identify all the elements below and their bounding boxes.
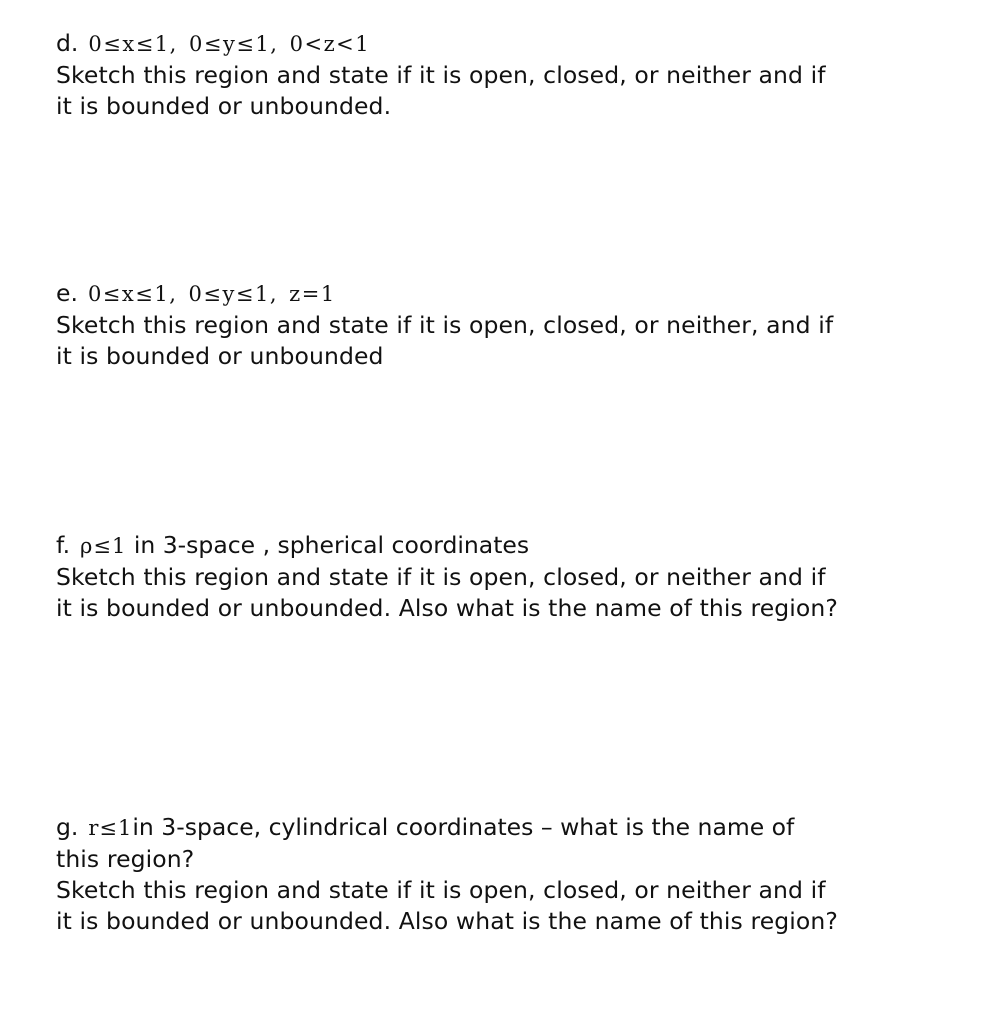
problem-g-label: g. xyxy=(56,813,79,841)
problem-f-line-2: it is bounded or unbounded. Also what is the name of this region? xyxy=(56,594,838,622)
problem-g-expression: r≤1 xyxy=(88,816,133,840)
problem-d-label: d. xyxy=(56,29,79,57)
problem-f-label: f. xyxy=(56,531,71,559)
problem-f xyxy=(56,530,936,624)
problem-d-heading xyxy=(56,28,936,60)
problem-f-line-1: Sketch this region and state if it is open, closed, or neither and if xyxy=(56,563,826,591)
problem-f-expression: ρ≤1 xyxy=(80,534,127,558)
problem-g xyxy=(56,812,936,937)
problem-d-expression: 0≤x≤1, 0≤y≤1, 0<z<1 xyxy=(88,32,371,56)
problem-g-heading xyxy=(56,812,936,844)
problem-e-expression: 0≤x≤1, 0≤y≤1, z=1 xyxy=(87,282,336,306)
problem-e-line-1: Sketch this region and state if it is open, closed, or neither, and if xyxy=(56,311,834,339)
problem-e-heading xyxy=(56,278,936,310)
problem-f-heading-text: in 3-space , spherical coordinates xyxy=(126,531,530,559)
problem-g-line-2: Sketch this region and state if it is open, closed, or neither and if xyxy=(56,876,826,904)
problem-g-heading-text: in 3-space, cylindrical coordinates – what is the name of xyxy=(132,813,795,841)
problem-d-line-2: it is bounded or unbounded. xyxy=(56,92,392,120)
problem-d xyxy=(56,28,936,122)
problem-d-line-1: Sketch this region and state if it is open, closed, or neither and if xyxy=(56,61,826,89)
problem-e-label: e. xyxy=(56,279,78,307)
problem-e-line-2: it is bounded or unbounded xyxy=(56,342,384,370)
problem-g-line-3: it is bounded or unbounded. Also what is the name of this region? xyxy=(56,907,838,935)
problem-g-line-1: this region? xyxy=(56,845,195,873)
problem-e xyxy=(56,278,936,372)
problem-f-heading xyxy=(56,530,936,562)
